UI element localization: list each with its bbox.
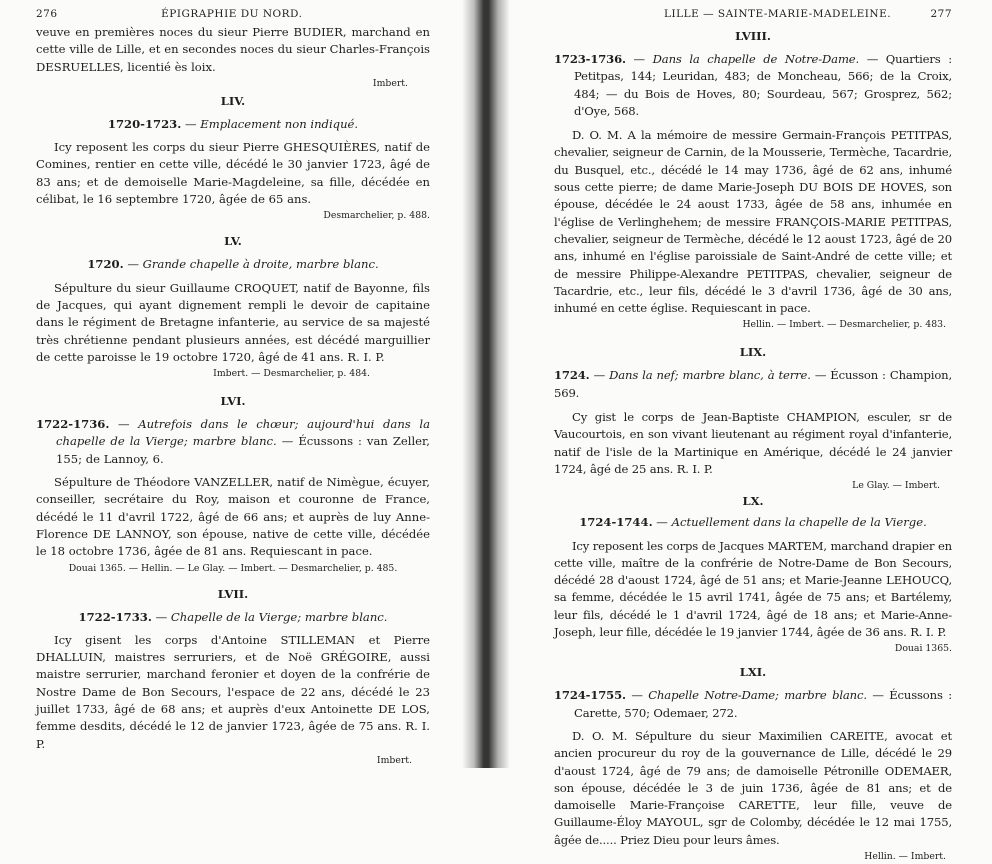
- entry-text: Sépulture du sieur Guillaume CROQUET, natif de Bayonne, fils de Jacques, qui ayant dignement rempli le devoir de capitaine dans le régiment de Bretagne infanterie, au service de sa majesté très chrétienne pendant plusieurs années, est décédé marguillier de cette paroisse le 19 octobre 1720, âgé de 41 ans. R. I. P.: [36, 280, 430, 364]
- entry-arms: — Écusson : Champion, 569.: [554, 368, 953, 400]
- entry-date: 1722-1733.: [78, 609, 152, 624]
- entry-heading: 1724-1744. — Actuellement dans la chapelle de la Vierge.: [579, 515, 927, 530]
- entry-location: Autrefois dans le chœur; aujourd'hui dans la chapelle de la Vierge; marbre blanc.: [56, 417, 430, 449]
- left-intro-source: Imbert.: [372, 77, 408, 89]
- entry-numeral: LIV.: [220, 93, 246, 108]
- entry-date: 1724.: [554, 368, 590, 383]
- entry-heading: 1722-1733. — Chapelle de la Vierge; marbre blanc.: [78, 609, 388, 624]
- entry-location: Chapelle Notre-Dame; marbre blanc.: [648, 688, 867, 703]
- entry-heading: 1724. — Dans la nef; marbre blanc, à terre. — Écusson : Champion, 569.: [554, 368, 953, 400]
- entry-date: 1720.: [87, 257, 124, 272]
- entry-numeral: LIX.: [739, 345, 767, 360]
- entry-source: Le Glay. — Imbert.: [852, 480, 940, 492]
- entry-arms: — Écussons : Carette, 570; Odemaer, 272.: [574, 688, 952, 720]
- entry-numeral: LV.: [224, 234, 242, 249]
- entry-arms: — Écussons : van Zeller, 155; de Lannoy, 6.: [56, 434, 430, 466]
- entry-location: Dans la nef; marbre blanc, à terre.: [609, 368, 811, 383]
- entry-text: Icy reposent les corps du sieur Pierre GHESQUIÈRES, natif de Comines, rentier en cette ville, décédé le 30 janvier 1723, âgé de 83 ans; et de demoiselle Marie-Magdeleine, sa fille, décédée en célibat, le 16 septembre 1720, âgée de 65 ans.: [36, 140, 430, 207]
- entry-source: Hellin. — Imbert.: [864, 850, 946, 862]
- entry-text: D. O. M. Sépulture du sieur Maximilien CAREITE, avocat et ancien procureur du roy de la gouvernance de Lille, décédé le 29 d'aoust 1724, âgé de 79 ans; de damoiselle Pétronille ODEMAER, son épouse, décédée le 3 de juin 1736, âgée de 81 ans; et de damoiselle Marie-Françoise CARETTE, leur fille, veuve de Guillaume-Éloy MAYOUL, sgr de Colomby, décédée le 12 mai 1755, âgée de..... Priez Dieu pour leurs âmes.: [554, 728, 952, 847]
- entry-date: 1722-1736.: [36, 417, 110, 432]
- entry-heading: 1723-1736. — Dans la chapelle de Notre-Dame. — Quartiers : Petitpas, 144; Leuridan, 483; de Moncheau, 566; de la Croix, 484; — du Bois de Hoves, 80; Sourdeau, 567; Grosprez, 562; d'Oye, 568.: [554, 52, 952, 118]
- left-page: [0, 0, 470, 768]
- entry-numeral: LXI.: [739, 665, 767, 680]
- entry-date: 1720-1723.: [107, 116, 182, 131]
- right-running-title: LILLE — SAINTE-MARIE-MADELEINE.: [664, 8, 892, 20]
- entry-text: Cy gist le corps de Jean-Baptiste CHAMPION, esculer, sr de Vaucourtois, en son vivant lieutenant au régiment royal d'infanterie, natif de l'isle de la Martinique en Amérique, décédé le 24 janvier 1724, âgé de 25 ans. R. I. P.: [554, 410, 952, 476]
- entry-text: Icy reposent les corps de Jacques MARTEM, marchand drapier en cette ville, maître de la confrérie de Notre-Dame de Bon Secours, décédé 28 d'aoust 1724, âgé de 51 ans; et Marie-Jeanne LEHOUCQ, sa femme, décédée le 15 avril 1741, âgée de 75 ans; et Bartélemy, leur fils, décédé le 1 d'avril 1724, âgé de 18 ans; et Marie-Anne-Joseph, leur fille, décédée le 19 janvier 1744, âgée de 36 ans. R. I. P.: [554, 538, 952, 640]
- entry-source: Desmarchelier, p. 488.: [323, 210, 430, 222]
- entry-date: 1723-1736.: [554, 52, 626, 66]
- entry-text: Sépulture de Théodore VANZELLER, natif de Nimègue, écuyer, conseiller, secrétaire du Roy, maison et couronne de France, décédé le 11 d'avril 1722, âgé de 66 ans; et auprès de luy Anne-Florence DE LANNOY, son épouse, native de cette ville, décédée le 18 octobre 1736, âgée de 81 ans. Requiescant in pace.: [36, 475, 430, 559]
- left-page-number: 276: [36, 8, 58, 20]
- entry-source: Douai 1365. — Hellin. — Le Glay. — Imbert. — Desmarchelier, p. 485.: [68, 562, 398, 574]
- entry-location: Emplacement non indiqué.: [200, 116, 359, 131]
- entry-numeral: LVII.: [217, 586, 249, 601]
- entry-heading: 1720-1723. — Emplacement non indiqué.: [107, 116, 359, 131]
- entry-date: 1724-1755.: [554, 688, 626, 703]
- entry-source: Imbert.: [376, 754, 412, 766]
- right-page: [502, 0, 992, 862]
- entry-heading: 1720. — Grande chapelle à droite, marbre blanc.: [87, 257, 379, 272]
- entry-numeral: LX.: [742, 494, 764, 509]
- entry-heading: 1724-1755. — Chapelle Notre-Dame; marbre blanc. — Écussons : Carette, 570; Odemaer, 272.: [554, 688, 952, 720]
- right-page-number: 277: [930, 8, 952, 20]
- left-running-head: [36, 8, 430, 24]
- right-running-head: [554, 8, 952, 24]
- entry-location: Dans la chapelle de Notre-Dame.: [652, 52, 860, 66]
- entry-location: Chapelle de la Vierge; marbre blanc.: [170, 609, 388, 624]
- entry-text: Icy gisent les corps d'Antoine STILLEMAN et Pierre DHALLUIN, maistres serruriers, et de Noë GRÉGOIRE, aussi maistre serrurier, marchand feronier et doyen de la confrérie de Nostre Dame de Bon Secours, l'espace de 22 ans, décédé le 23 juillet 1733, âgé de 68 ans; et auprès d'eux Antoinette DE LOS, femme desdits, décédé le 12 de janvier 1723, âgée de 75 ans. R. I. P.: [36, 632, 430, 751]
- entry-source: Douai 1365.: [894, 643, 952, 655]
- entry-numeral: LVIII.: [735, 29, 771, 43]
- left-intro-text: veuve en premières noces du sieur Pierre BUDIER, marchand en cette ville de Lille, et en secondes noces du sieur Charles-François DESRUELLES, licentié ès loix.: [36, 25, 430, 74]
- entry-location: Actuellement dans la chapelle de la Vierge.: [671, 515, 927, 530]
- entry-numeral: LVI.: [220, 394, 246, 409]
- entry-text: D. O. M. A la mémoire de messire Germain-François PETITPAS, chevalier, seigneur de Carnin, de la Mousserie, Termèche, Tacardrie, du Busquel, etc., décédé le 14 may 1736, âgé de 62 ans, inhumé sous cette pierre; de dame Marie-Joseph DU BOIS DE HOVES, son épouse, décédée le 24 aoust 1733, âgée de 58 ans, inhumée en l'église de Verlinghehem; de messire FRANÇOIS-MARIE PETITPAS, chevalier, seigneur de Termèche, décédé le 12 aoust 1723, âgé de 20 ans, inhumé en l'église paroissiale de Saint-André de cette ville; et de messire Philippe-Alexandre PETITPAS, chevalier, seigneur de Tacardrie, etc., leur fils, décédé le 3 d'avril 1736, âgé de 30 ans, inhumé en cette église. Requiescant in pace.: [554, 128, 952, 316]
- entry-location: Grande chapelle à droite, marbre blanc.: [142, 257, 379, 272]
- entry-date: 1724-1744.: [579, 515, 653, 530]
- left-running-title: ÉPIGRAPHIE DU NORD.: [161, 8, 303, 20]
- entry-heading: 1722-1736. — Autrefois dans le chœur; aujourd'hui dans la chapelle de la Vierge; marbre blanc. — Écussons : van Zeller, 155; de Lannoy, 6.: [36, 417, 430, 466]
- entry-source: Hellin. — Imbert. — Desmarchelier, p. 483.: [742, 319, 946, 331]
- entry-source: Imbert. — Desmarchelier, p. 484.: [213, 368, 370, 380]
- entry-arms: — Quartiers : Petitpas, 144; Leuridan, 483; de Moncheau, 566; de la Croix, 484; — du Bois de Hoves, 80; Sourdeau, 567; Grosprez, 562; d'Oye, 568.: [574, 52, 952, 118]
